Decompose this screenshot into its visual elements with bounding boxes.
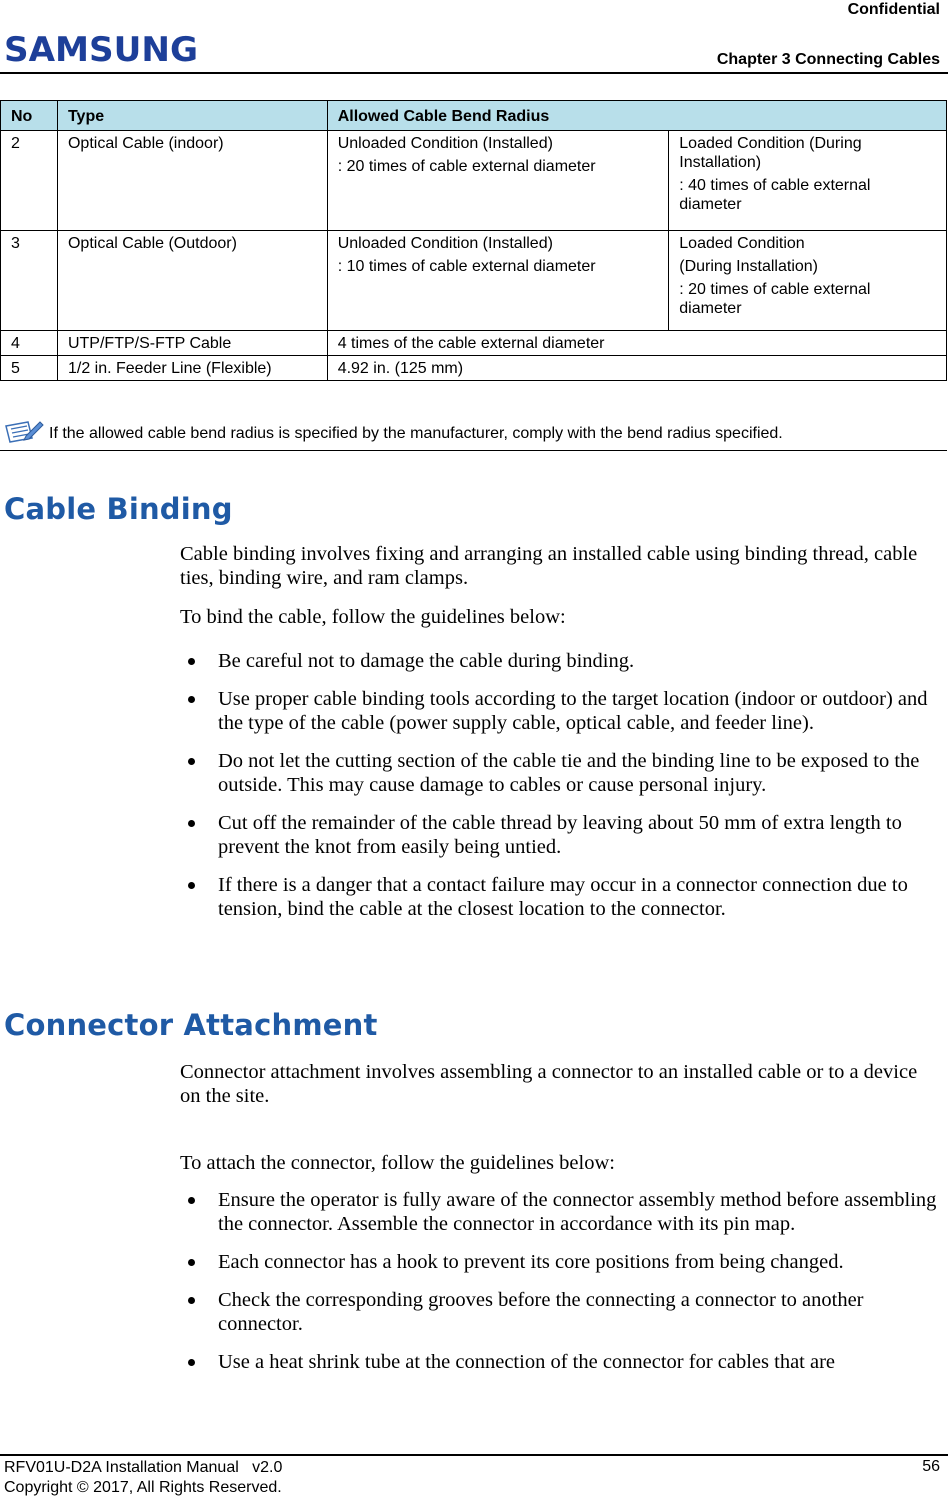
cell-no: 3 [1, 231, 58, 331]
chapter-title: Chapter 3 Connecting Cables [716, 51, 940, 68]
cable-binding-list [180, 649, 942, 935]
table-row [1, 356, 947, 381]
header-divider [0, 72, 948, 74]
table-row [1, 131, 947, 231]
table-header-row [1, 101, 947, 131]
cell-type: 1/2 in. Feeder Line (Flexible) [57, 356, 327, 381]
cell-line: (During Installation) [679, 258, 818, 275]
cell-line: Unloaded Condition (Installed) [337, 135, 553, 152]
col-no: No [1, 101, 58, 131]
cell-no: 4 [1, 331, 58, 356]
list-item: Cut off the remainder of the cable thread by leaving about 50 mm of extra length to prevent the knot from easily being untied. [180, 811, 942, 859]
cell-line: : 10 times of cable external diameter [337, 258, 596, 275]
section-heading-cable-binding: Cable Binding [4, 492, 233, 526]
list-item: Use proper cable binding tools according to the target location (indoor or outdoor) and the type of the cable (power supply cable, optical cable, and feeder line). [180, 687, 942, 735]
list-item: If there is a danger that a contact failure may occur in a connector connection due to tension, bind the cable at the closest location to the connector. [180, 873, 942, 921]
confidential-label: Confidential [847, 1, 940, 18]
table-row [1, 331, 947, 356]
list-item: Be careful not to damage the cable during binding. [180, 649, 942, 673]
connector-attachment-lead: To attach the connector, follow the guidelines below: [180, 1152, 615, 1174]
list-item: Each connector has a hook to prevent its core positions from being changed. [180, 1250, 942, 1274]
connector-attachment-list [180, 1188, 942, 1388]
page-header [0, 0, 948, 76]
samsung-logo [4, 28, 200, 68]
note-pencil-icon [2, 418, 44, 444]
cell-line: : 40 times of cable external diameter [679, 177, 871, 213]
list-item: Use a heat shrink tube at the connection of the connector for cables that are [180, 1350, 942, 1374]
page-number: 56 [922, 1458, 940, 1475]
page-footer [4, 1458, 282, 1498]
cell-line: : 20 times of cable external diameter [337, 158, 596, 175]
col-type: Type [57, 101, 327, 131]
cell-type: Optical Cable (indoor) [57, 131, 327, 231]
cell-type: UTP/FTP/S-FTP Cable [57, 331, 327, 356]
cell-line: Loaded Condition [679, 235, 805, 252]
cell-type: Optical Cable (Outdoor) [57, 231, 327, 331]
list-item: Do not let the cutting section of the cable tie and the binding line to be exposed to the outside. This may cause damage to cables or cause personal injury. [180, 749, 942, 797]
footer-copyright: Copyright © 2017, All Rights Reserved. [4, 1479, 282, 1496]
section-heading-connector-attachment: Connector Attachment [4, 1008, 378, 1042]
cable-binding-lead: To bind the cable, follow the guidelines below: [180, 606, 566, 628]
connector-attachment-intro: Connector attachment involves assembling a connector to an installed cable or to a device on the site. [180, 1061, 918, 1107]
cell-unloaded [327, 131, 669, 231]
cable-binding-intro: Cable binding involves fixing and arranging an installed cable using binding thread, cable ties, binding wire, and ram clamps. [180, 543, 918, 589]
cell-line: Unloaded Condition (Installed) [337, 235, 553, 252]
note-box [0, 418, 947, 451]
samsung-logo-text: SAMSUNG [4, 30, 198, 68]
footer-divider [0, 1454, 948, 1456]
cell-radius: 4.92 in. (125 mm) [327, 356, 946, 381]
col-radius: Allowed Cable Bend Radius [327, 101, 946, 131]
cell-line: Loaded Condition (During Installation) [679, 135, 862, 171]
note-text: If the allowed cable bend radius is specified by the manufacturer, comply with the bend radius specified. [49, 425, 783, 442]
cell-unloaded [327, 231, 669, 331]
bend-radius-table [0, 100, 947, 381]
cell-no: 2 [1, 131, 58, 231]
cell-loaded [669, 131, 947, 231]
list-item: Check the corresponding grooves before the connecting a connector to another connector. [180, 1288, 942, 1336]
cell-no: 5 [1, 356, 58, 381]
cell-radius: 4 times of the cable external diameter [327, 331, 946, 356]
footer-doc-title: RFV01U-D2A Installation Manual v2.0 [4, 1459, 283, 1476]
cell-loaded [669, 231, 947, 331]
list-item: Ensure the operator is fully aware of the connector assembly method before assembling the connector. Assemble the connector in accordance with its pin map. [180, 1188, 942, 1236]
table-row [1, 231, 947, 331]
cell-line: : 20 times of cable external diameter [679, 281, 871, 317]
